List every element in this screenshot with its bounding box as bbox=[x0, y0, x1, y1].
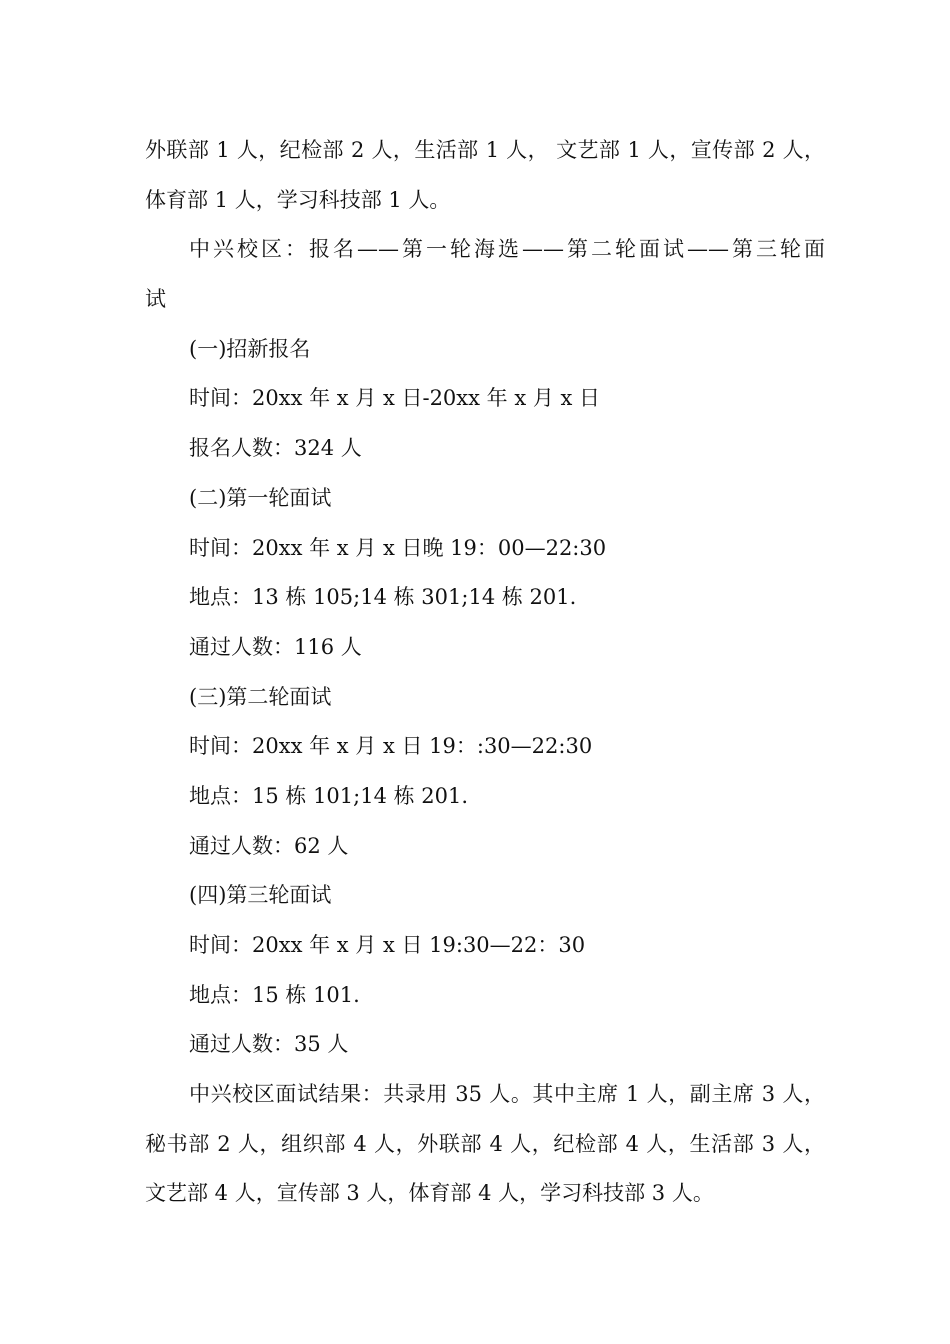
text-line-round-2-time: 时间：20xx 年 x 月 x 日 19：:30—22:30 bbox=[189, 734, 593, 759]
text-line-department-list-2: 体育部 1 人，学习科技部 1 人。 bbox=[145, 187, 451, 212]
text-line-registration-time: 时间：20xx 年 x 月 x 日-20xx 年 x 月 x 日 bbox=[189, 386, 601, 411]
text-line-round-1-time: 时间：20xx 年 x 月 x 日晚 19：00—22:30 bbox=[189, 535, 607, 560]
text-line-result-departments-2: 文艺部 4 人，宣传部 3 人，体育部 4 人，学习科技部 3 人。 bbox=[145, 1181, 714, 1206]
section-heading-registration: (一)招新报名 bbox=[189, 336, 311, 361]
text-line-round-3-passed: 通过人数：35 人 bbox=[189, 1032, 349, 1057]
document-body bbox=[145, 126, 825, 1219]
text-line-result-summary: 中兴校区面试结果：共录用 35 人。其中主席 1 人，副主席 3 人， bbox=[189, 1082, 825, 1107]
section-heading-round-1: (二)第一轮面试 bbox=[189, 485, 332, 510]
text-line-round-1-passed: 通过人数：116 人 bbox=[189, 634, 362, 659]
text-line-zhongxing-process-cont: 试 bbox=[145, 287, 166, 312]
text-line-round-3-location: 地点：15 栋 101. bbox=[189, 982, 360, 1007]
section-heading-round-2: (三)第二轮面试 bbox=[189, 684, 332, 709]
text-line-round-2-location: 地点：15 栋 101;14 栋 201. bbox=[189, 783, 469, 808]
text-line-round-3-time: 时间：20xx 年 x 月 x 日 19:30—22：30 bbox=[189, 933, 586, 957]
text-line-zhongxing-process: 中兴校区：报名——第一轮海选——第二轮面试——第三轮面 bbox=[189, 237, 825, 262]
text-line-round-1-location: 地点：13 栋 105;14 栋 301;14 栋 201. bbox=[189, 585, 577, 610]
text-line-registration-count: 报名人数：324 人 bbox=[189, 436, 362, 461]
text-line-round-2-passed: 通过人数：62 人 bbox=[189, 833, 349, 858]
text-line-department-list-1: 外联部 1 人，纪检部 2 人，生活部 1 人， 文艺部 1 人，宣传部 2 人， bbox=[145, 138, 825, 162]
section-heading-round-3: (四)第三轮面试 bbox=[189, 883, 332, 908]
text-line-result-departments-1: 秘书部 2 人，组织部 4 人，外联部 4 人，纪检部 4 人，生活部 3 人， bbox=[145, 1131, 825, 1156]
